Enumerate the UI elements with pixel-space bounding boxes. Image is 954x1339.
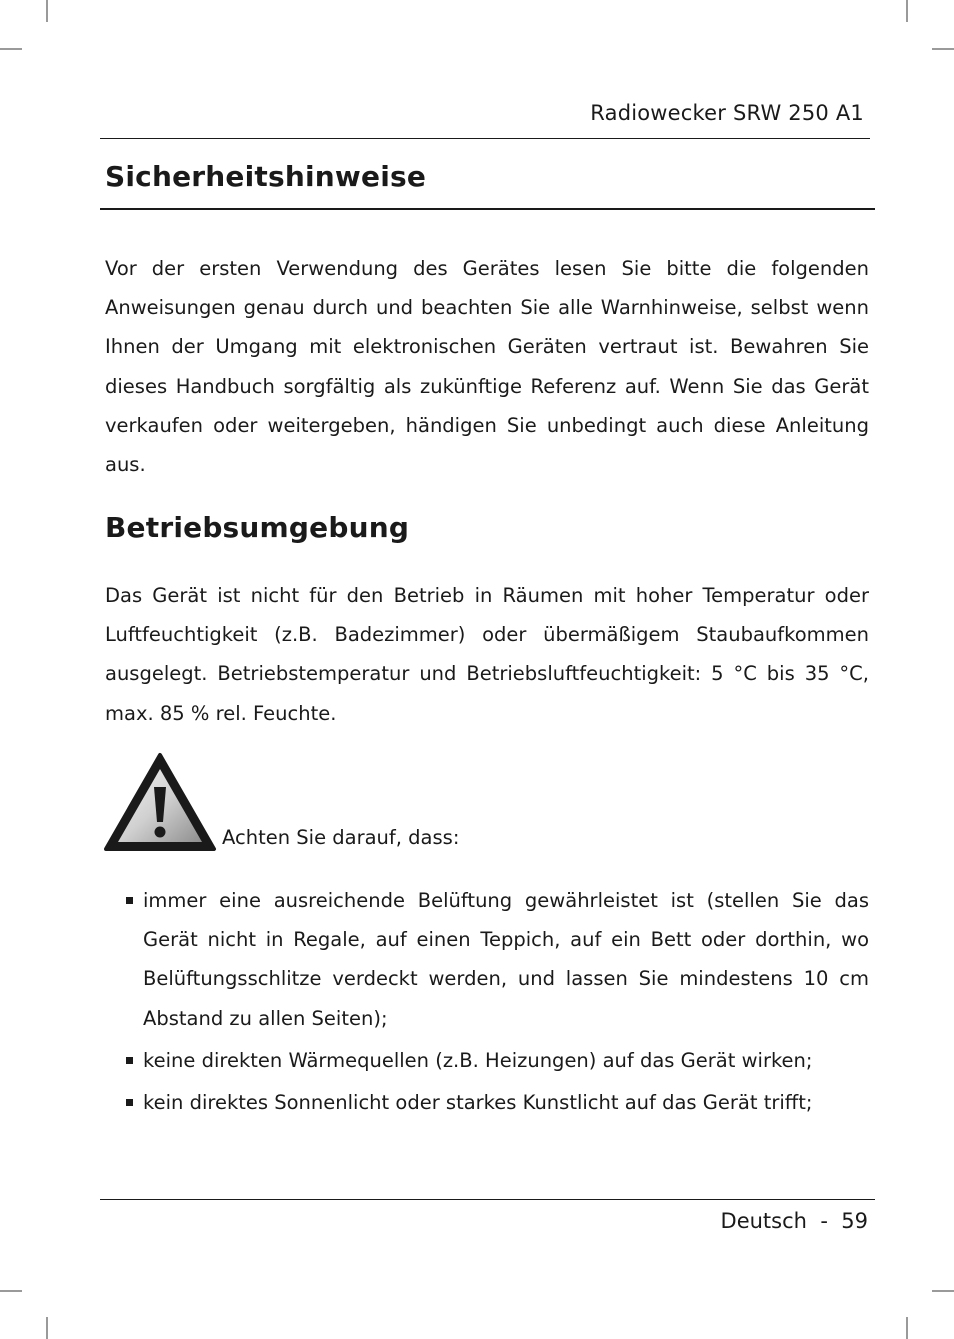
page-footer xyxy=(721,1209,868,1233)
list-item xyxy=(124,1083,869,1122)
crop-mark-bottom-left xyxy=(0,1290,22,1292)
list-item xyxy=(124,1041,869,1080)
list-item-text: kein direktes Sonnenlicht oder starkes Kunstlicht auf das Gerät trifft; xyxy=(143,1091,813,1115)
list-item xyxy=(124,881,869,1038)
crop-mark-top-right xyxy=(932,48,954,50)
header-rule xyxy=(100,138,870,139)
crop-mark-top-left xyxy=(46,0,48,22)
bullet-marker xyxy=(126,1057,133,1064)
running-header: Radiowecker SRW 250 A1 xyxy=(590,101,864,125)
footer-separator: - xyxy=(820,1209,828,1233)
bullet-marker xyxy=(126,897,133,904)
section-heading-environment: Betriebsumgebung xyxy=(105,511,410,544)
crop-mark-top-left xyxy=(0,48,22,50)
crop-mark-top-right xyxy=(906,0,908,22)
crop-mark-bottom-left xyxy=(46,1317,48,1339)
section-heading-safety: Sicherheitshinweise xyxy=(105,160,427,193)
safety-paragraph: Vor der ersten Verwendung des Gerätes lesen Sie bitte die folgenden Anweisungen genau durch und beachten Sie alle Warnhinweise, selbst wenn Ihnen der Umgang mit elektronischen Geräten vertraut ist. Bewahren Sie dieses Handbuch sorgfältig als zukünftige Referenz auf. Wenn Sie das Gerät verkaufen oder weitergeben, händigen Sie unbedingt auch diese Anleitung aus. xyxy=(105,257,869,477)
crop-mark-bottom-right xyxy=(932,1290,954,1292)
page-number: 59 xyxy=(841,1209,868,1233)
list-item-text: keine direkten Wärmequellen (z.B. Heizungen) auf das Gerät wirken; xyxy=(143,1048,813,1072)
crop-mark-bottom-right xyxy=(906,1317,908,1339)
warning-triangle-icon xyxy=(103,752,217,852)
environment-paragraph: Das Gerät ist nicht für den Betrieb in Räumen mit hoher Temperatur oder Luftfeuchtigkeit (z.B. Badezimmer) oder übermäßigem Staubaufkommen ausgelegt. Betriebstemperatur und Betriebsluftfeuchtigkeit: 5 °C bis 35 °C, max. 85 % rel. Feuchte. xyxy=(105,584,869,725)
footer-rule xyxy=(100,1199,875,1200)
list-item-text: immer eine ausreichende Belüftung gewährleistet ist (stellen Sie das Gerät nicht in Regale, auf einen Teppich, auf ein Bett oder dorthin, wo Belüftungsschlitze verdeckt werden, und lassen Sie mindestens 10 cm Abstand zu allen Seiten); xyxy=(143,889,869,1030)
warning-text: Achten Sie darauf, dass: xyxy=(222,826,460,849)
bullet-marker xyxy=(126,1099,133,1106)
section-heading-rule xyxy=(100,208,875,210)
warning-list xyxy=(124,881,869,1125)
footer-language: Deutsch xyxy=(720,1209,807,1233)
